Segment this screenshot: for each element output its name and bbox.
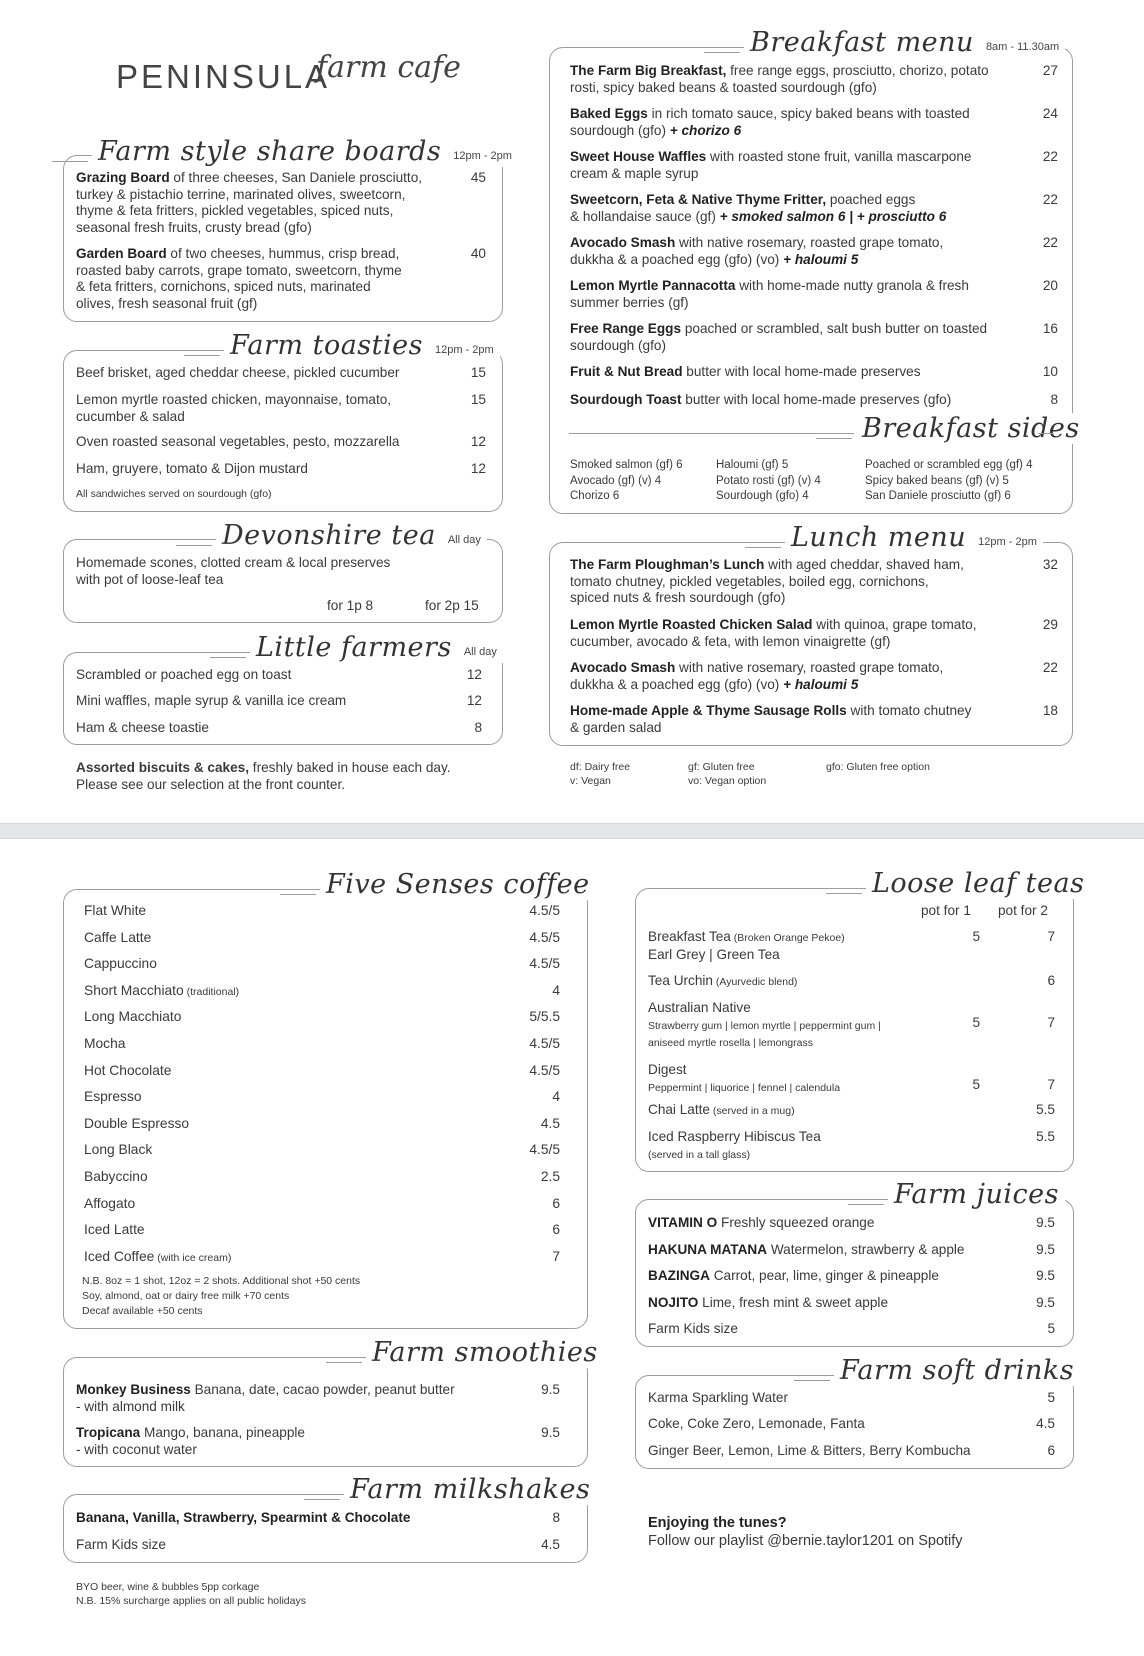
menu-item: Oven roasted seasonal vegetables, pesto, mozzarella xyxy=(76,434,400,449)
menu-item: Beef brisket, aged cheddar cheese, pickled cucumber xyxy=(76,365,400,380)
section-time: All day xyxy=(463,646,497,658)
share-boards-header xyxy=(92,136,518,167)
item-price: 16 xyxy=(1042,321,1058,336)
item-price: 12 xyxy=(466,667,482,682)
item-price: 5 xyxy=(972,1077,980,1092)
menu-item: Espresso xyxy=(84,1089,142,1105)
item-price: 40 xyxy=(470,246,486,261)
header-rule xyxy=(52,161,88,162)
menu-item: Double Espresso xyxy=(84,1115,190,1131)
breakfast-sides-header xyxy=(856,413,1086,444)
juices-header xyxy=(888,1179,1065,1210)
milkshakes-header xyxy=(344,1474,596,1505)
header-rule xyxy=(184,355,220,356)
menu-item: Cappuccino xyxy=(84,956,157,972)
section-title: Farm style share boards xyxy=(98,136,442,167)
menu-item: NOJITO Lime, fresh mint & sweet apple xyxy=(648,1294,889,1310)
section-title: Farm milkshakes xyxy=(350,1474,591,1505)
item-price: 4 xyxy=(552,1089,560,1105)
sides-column: Smoked salmon (gf) 6 Avocado (gf) (v) 4 Chorizo 6 xyxy=(570,459,683,502)
header-rule xyxy=(826,893,862,894)
item-price: 22 xyxy=(1042,660,1058,675)
toasties-header xyxy=(224,330,500,361)
menu-item: Avocado Smash with native rosemary, roasted grape tomato, dukkha & a poached egg (gfo) (vo) + haloumi 5 xyxy=(570,660,944,692)
item-price: 4.5 xyxy=(540,1115,560,1131)
item-price: 29 xyxy=(1042,617,1058,632)
coffee-header xyxy=(320,869,596,900)
menu-item: Homemade scones, clotted cream & local preserves with pot of loose-leaf tea xyxy=(76,555,391,587)
sides-column: Haloumi (gf) 5 Potato rosti (gf) (v) 4 Sourdough (gfo) 4 xyxy=(716,459,821,502)
dietary-legend: df: Dairy free v: Vegan xyxy=(570,761,631,787)
item-price: 7 xyxy=(1047,1015,1055,1030)
item-price: 32 xyxy=(1042,557,1058,572)
item-price: 6 xyxy=(552,1222,560,1238)
section-time: All day xyxy=(447,534,481,546)
menu-item: Farm Kids size xyxy=(648,1321,738,1336)
menu-item: Breakfast Tea (Broken Orange Pekoe) Earl Grey | Green Tea xyxy=(648,929,845,962)
item-price: 12 xyxy=(470,461,486,476)
menu-item: Home-made Apple & Thyme Sausage Rolls with tomato chutney & garden salad xyxy=(570,703,972,735)
item-price: 9.5 xyxy=(541,1382,560,1397)
menu-item: Caffe Latte xyxy=(84,929,152,945)
header-rule xyxy=(704,52,740,53)
header-rule xyxy=(816,438,852,439)
logo-brand: PENINSULA xyxy=(116,58,331,95)
item-price: 45 xyxy=(470,170,486,185)
menu-item: BAZINGA Carrot, pear, lime, ginger & pineapple xyxy=(648,1268,939,1283)
item-price: 18 xyxy=(1042,703,1058,718)
menu-item: Iced Latte xyxy=(84,1222,145,1238)
teas-header xyxy=(866,868,1090,899)
header-rule xyxy=(848,1204,884,1205)
section-title: Farm soft drinks xyxy=(840,1355,1075,1386)
item-price: 4 xyxy=(552,982,560,998)
section-title: Farm toasties xyxy=(230,330,423,361)
item-price: 8 xyxy=(552,1510,560,1525)
item-price: 22 xyxy=(1042,192,1058,207)
menu-item: Long Black xyxy=(84,1142,153,1158)
item-price: 5.5 xyxy=(1036,1102,1055,1117)
spotify-note: Enjoying the tunes? Follow our playlist @bernie.taylor1201 on Spotify xyxy=(648,1515,963,1549)
item-price: 7 xyxy=(1047,1077,1055,1092)
section-title: Farm smoothies xyxy=(372,1337,598,1368)
item-price: 9.5 xyxy=(1036,1241,1055,1257)
section-time: 12pm - 2pm xyxy=(978,536,1037,548)
item-price: 5.5 xyxy=(1036,1129,1055,1144)
item-price: 22 xyxy=(1042,149,1058,164)
breakfast-header xyxy=(744,27,1065,58)
item-price: 20 xyxy=(1042,278,1058,293)
item-price: 9.5 xyxy=(541,1425,560,1440)
sides-divider xyxy=(1038,433,1054,434)
item-price: 4.5 xyxy=(1036,1416,1055,1431)
menu-item: Long Macchiato xyxy=(84,1009,182,1025)
menu-item: Sourdough Toast butter with local home-made preserves (gfo) xyxy=(570,392,952,407)
item-price: 6 xyxy=(1047,1443,1055,1458)
section-title: Five Senses coffee xyxy=(326,869,590,900)
coffee-notes: N.B. 8oz = 1 shot, 12oz = 2 shots. Additional shot +50 cents Soy, almond, oat or dairy free milk +70 cents Decaf available +50 cents xyxy=(82,1275,361,1317)
item-price: 9.5 xyxy=(1036,1268,1055,1283)
section-title: Loose leaf teas xyxy=(872,868,1085,899)
menu-item: Affogato xyxy=(84,1195,136,1211)
menu-item: Iced Raspberry Hibiscus Tea (served in a tall glass) xyxy=(648,1129,821,1161)
menu-item: Scrambled or poached egg on toast xyxy=(76,667,292,682)
section-title: Lunch menu xyxy=(791,522,967,553)
item-price: 4.5 xyxy=(541,1537,560,1552)
item-price: 5 xyxy=(972,929,980,944)
sides-column: Poached or scrambled egg (gf) 4 Spicy baked beans (gf) (v) 5 San Daniele prosciutto (gf) 6 xyxy=(865,459,1033,502)
menu-item: VITAMIN O Freshly squeezed orange xyxy=(648,1215,875,1230)
menu-item: The Farm Big Breakfast, free range eggs, prosciutto, chorizo, potato rosti, spicy baked beans & toasted sourdough (gfo) xyxy=(570,63,989,95)
header-rule xyxy=(745,547,781,548)
menu-item: Free Range Eggs poached or scrambled, salt bush butter on toasted sourdough (gfo) xyxy=(570,321,988,353)
item-price: 4.5/5 xyxy=(529,956,560,972)
item-price: 7 xyxy=(552,1248,560,1264)
menu-item: Tea Urchin (Ayurvedic blend) xyxy=(648,973,798,988)
page-divider xyxy=(0,823,1144,839)
item-price: 9.5 xyxy=(1036,1215,1055,1230)
item-price: 6 xyxy=(552,1195,560,1211)
tea-column-header: pot for 1 xyxy=(921,903,971,918)
menu-item: The Farm Ploughman’s Lunch with aged cheddar, shaved ham, tomato chutney, pickled vegetables, boiled egg, cornichons, spiced nuts & fresh sourdough (gfo) xyxy=(570,557,964,605)
section-title: Devonshire tea xyxy=(222,520,436,551)
menu-item: Baked Eggs in rich tomato sauce, spicy baked beans with toasted sourdough (gfo) + chorizo 6 xyxy=(570,106,970,138)
lunch-header xyxy=(785,522,1043,553)
header-rule xyxy=(210,657,246,658)
menu-item: Flat White xyxy=(84,903,147,918)
header-rule xyxy=(794,1380,830,1381)
item-price: 4.5/5 xyxy=(529,1062,560,1078)
section-time: 8am - 11.30am xyxy=(985,41,1060,53)
logo-script: farm cafe xyxy=(316,50,461,85)
section-title: Farm juices xyxy=(894,1179,1059,1210)
menu-item: Mini waffles, maple syrup & vanilla ice cream xyxy=(76,693,347,708)
item-price: 5 xyxy=(1047,1390,1055,1405)
item-price: for 1p 8 xyxy=(327,598,374,613)
item-price: 4.5/5 xyxy=(529,903,560,918)
section-title: Breakfast menu xyxy=(750,27,974,58)
menu-item: HAKUNA MATANA Watermelon, strawberry & apple xyxy=(648,1241,965,1257)
footer-notes: BYO beer, wine & bubbles 5pp corkage N.B. 15% surcharge applies on all public holidays xyxy=(76,1581,306,1607)
soft-drinks-header xyxy=(834,1355,1080,1386)
item-price: 12 xyxy=(466,693,482,708)
item-price: 4.5/5 xyxy=(529,1142,560,1158)
menu-item: Short Macchiato (traditional) xyxy=(84,982,240,998)
header-rule xyxy=(304,1499,340,1500)
menu-item: Banana, Vanilla, Strawberry, Spearmint & Chocolate xyxy=(76,1510,411,1525)
menu-item: Ginger Beer, Lemon, Lime & Bitters, Berry Kombucha xyxy=(648,1443,971,1458)
biscuits-note: Assorted biscuits & cakes, freshly baked in house each day. Please see our selection at the front counter. xyxy=(76,760,451,792)
item-price: 5 xyxy=(1047,1321,1055,1336)
item-price: 9.5 xyxy=(1036,1294,1055,1310)
tea-column-header: pot for 2 xyxy=(998,903,1048,918)
menu-item: Australian Native Strawberry gum | lemon myrtle | peppermint gum | aniseed myrtle rosella | lemongrass xyxy=(648,1000,881,1049)
item-price: 7 xyxy=(1047,929,1055,944)
menu-item: Sweet House Waffles with roasted stone fruit, vanilla mascarpone cream & maple syrup xyxy=(570,149,972,181)
menu-item: Babyccino xyxy=(84,1169,148,1184)
menu-item: Avocado Smash with native rosemary, roasted grape tomato, dukkha & a poached egg (gfo) (vo) + haloumi 5 xyxy=(570,235,944,267)
dietary-legend: gfo: Gluten free option xyxy=(826,761,930,773)
header-rule xyxy=(326,1362,362,1363)
item-price: 8 xyxy=(474,720,482,735)
item-price: 15 xyxy=(470,365,486,380)
menu-item: Lemon Myrtle Pannacotta with home-made nutty granola & fresh summer berries (gf) xyxy=(570,278,969,310)
section-time: 12pm - 2pm xyxy=(453,150,512,162)
header-rule xyxy=(176,545,212,546)
item-price: 4.5/5 xyxy=(529,929,560,945)
menu-item: Karma Sparkling Water xyxy=(648,1390,789,1405)
menu-item: Chai Latte (served in a mug) xyxy=(648,1102,795,1117)
menu-item: Coke, Coke Zero, Lemonade, Fanta xyxy=(648,1416,865,1431)
item-price: 10 xyxy=(1042,364,1058,379)
menu-item: Garden Board of two cheeses, hummus, crisp bread, roasted baby carrots, grape tomato, sweetcorn, thyme & feta fritters, cornichons, spiced nuts, marinated olives, fresh seasonal fruit (gf) xyxy=(76,246,402,311)
dietary-legend: gf: Gluten free vo: Vegan option xyxy=(688,761,767,787)
menu-item: Hot Chocolate xyxy=(84,1062,172,1078)
item-price: 5/5.5 xyxy=(529,1009,560,1025)
item-price: 12 xyxy=(470,434,486,449)
item-price: 6 xyxy=(1047,973,1055,988)
smoothies-header xyxy=(366,1337,604,1368)
menu-item: Farm Kids size xyxy=(76,1537,166,1552)
section-time: 12pm - 2pm xyxy=(434,344,494,356)
item-price: 24 xyxy=(1042,106,1058,121)
menu-item: Fruit & Nut Bread butter with local home-made preserves xyxy=(570,364,921,379)
devonshire-header xyxy=(216,520,487,551)
section-title: Little farmers xyxy=(256,632,452,663)
item-price: 8 xyxy=(1050,392,1058,407)
menu-item: Tropicana Mango, banana, pineapple - with coconut water xyxy=(76,1425,305,1457)
cafe-logo xyxy=(116,58,330,96)
sides-divider xyxy=(569,433,854,434)
section-title: Breakfast sides xyxy=(862,413,1080,444)
menu-item: Monkey Business Banana, date, cacao powder, peanut butter - with almond milk xyxy=(76,1382,455,1414)
little-farmers-header xyxy=(250,632,503,663)
menu-item: Grazing Board of three cheeses, San Daniele prosciutto, turkey & pistachio terrine, marinated olives, sweetcorn, thyme & feta fritters, pickled vegetables, spiced nuts, seasonal fresh fruits, crusty bread (gfo) xyxy=(76,170,423,235)
menu-item: Sweetcorn, Feta & Native Thyme Fritter, poached eggs & hollandaise sauce (gf) + smoked salmon 6 | + prosciutto 6 xyxy=(570,192,947,224)
item-price: 2.5 xyxy=(540,1169,560,1184)
item-price: 27 xyxy=(1042,63,1058,78)
menu-item: Digest Peppermint | liquorice | fennel | calendula xyxy=(648,1062,841,1094)
item-price: 15 xyxy=(470,392,486,407)
header-rule xyxy=(280,894,316,895)
item-price: 5 xyxy=(972,1015,980,1030)
menu-item: Lemon Myrtle Roasted Chicken Salad with quinoa, grape tomato, cucumber, avocado & feta, with lemon vinaigrette (gf) xyxy=(570,617,977,649)
menu-item: Iced Coffee (with ice cream) xyxy=(84,1248,232,1264)
item-price: 4.5/5 xyxy=(529,1036,560,1051)
item-price: for 2p 15 xyxy=(425,598,479,613)
menu-item: Lemon myrtle roasted chicken, mayonnaise, tomato, cucumber & salad xyxy=(76,392,392,424)
menu-item: Ham & cheese toastie xyxy=(76,720,209,735)
menu-item: Mocha xyxy=(84,1036,126,1051)
item-price: 22 xyxy=(1042,235,1058,250)
toasties-note: All sandwiches served on sourdough (gfo) xyxy=(76,488,272,500)
menu-item: Ham, gruyere, tomato & Dijon mustard xyxy=(76,461,308,476)
